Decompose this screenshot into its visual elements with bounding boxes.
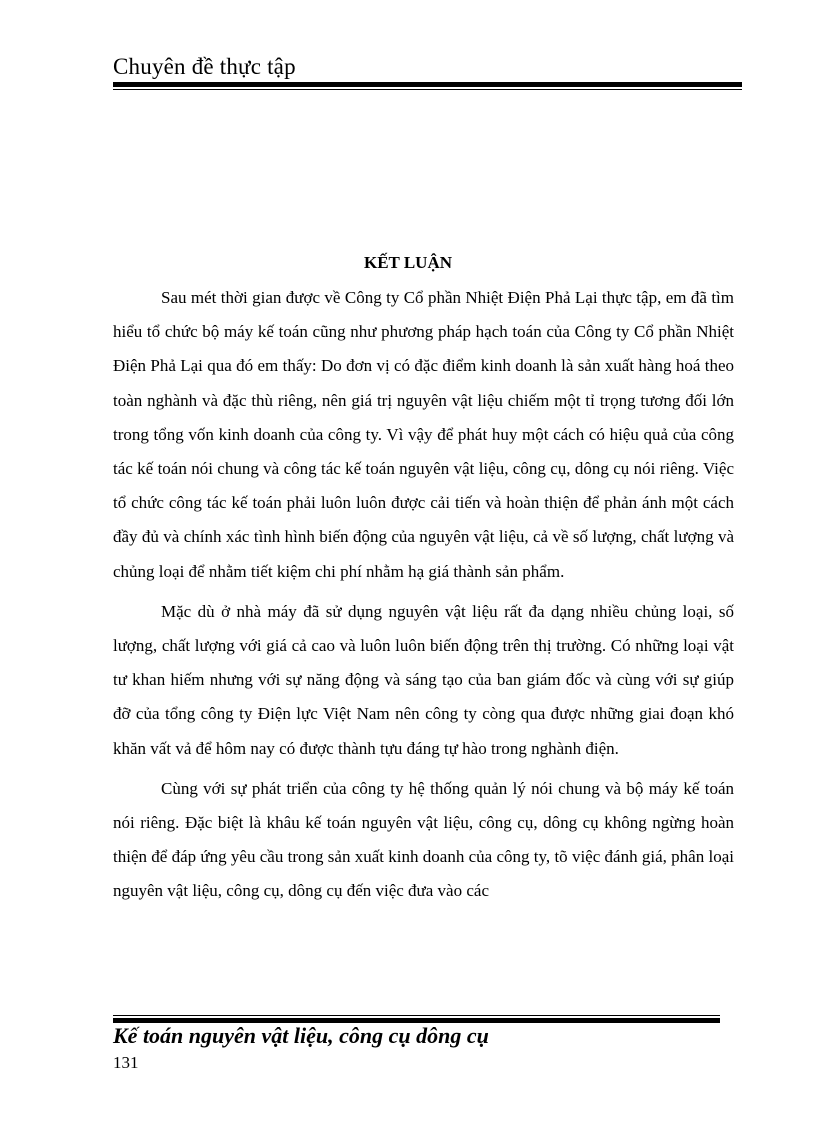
section-heading: KẾT LUẬN (363, 253, 452, 272)
body-text (113, 281, 734, 909)
paragraph-2: Mặc dù ở nhà máy đã sử dụng nguyên vật liệu rất đa dạng nhiều chủng loại, số lượng, chất lượng với giá cả cao và luôn luôn biến động trên thị trường. Có những loại vật tư khan hiếm nhưng với sự năng động và sáng tạo của ban giám đốc và cùng với sự giúp đỡ của tổng công ty Điện lực Việt Nam nên công ty còng qua được những giai đoạn khó khăn vất vả để hôm nay có được thành tựu đáng tự hào trong nghành điện. (113, 601, 734, 758)
footer-title: Kế toán nguyên vật liệu, công cụ dông cụ (113, 1023, 489, 1048)
header-rule-thick (113, 82, 742, 87)
footer-rule-thin (113, 1015, 720, 1016)
paragraph-3: Cùng với sự phát triển của công ty hệ thống quản lý nói chung và bộ máy kế toán nói riêng. Đặc biệt là khâu kế toán nguyên vật liệu, công cụ, dông cụ không ngừng hoàn thiện để đáp ứng yêu cầu trong sản xuất kinh doanh của công ty, tõ việc đánh giá, phân loại nguyên vật liệu, công cụ, dông cụ đến việc đưa vào các (113, 778, 734, 901)
page-header-title: Chuyên đề thực tập (113, 54, 296, 79)
page-number: 131 (113, 1053, 139, 1072)
header-rule-thin (113, 89, 742, 90)
paragraph-1: Sau mét thời gian được về Công ty Cổ phần Nhiệt Điện Phả Lại thực tập, em đã tìm hiểu tổ chức bộ máy kế toán cũng như phương pháp hạch toán của Công ty Cổ phần Nhiệt Điện Phả Lại qua đó em thấy: Do đơn vị có đặc điểm kinh doanh là sản xuất hàng hoá theo toàn nghành và đặc thù riêng, nên giá trị nguyên vật liệu chiếm một tỉ trọng tương đối lớn trong tổng vốn kinh doanh của công ty. Vì vậy để phát huy một cách có hiệu quả của công tác kế toán nói chung và công tác kế toán nguyên vật liệu, công cụ, dông cụ nói riêng. Việc tổ chức công tác kế toán phải luôn luôn được cải tiến và hoàn thiện để phản ánh một cách đầy đủ và chính xác tình hình biến động của nguyên vật liệu, cả về số lượng, chất lượng và chủng loại để nhằm tiết kiệm chi phí nhằm hạ giá thành sản phẩm. (113, 288, 734, 581)
